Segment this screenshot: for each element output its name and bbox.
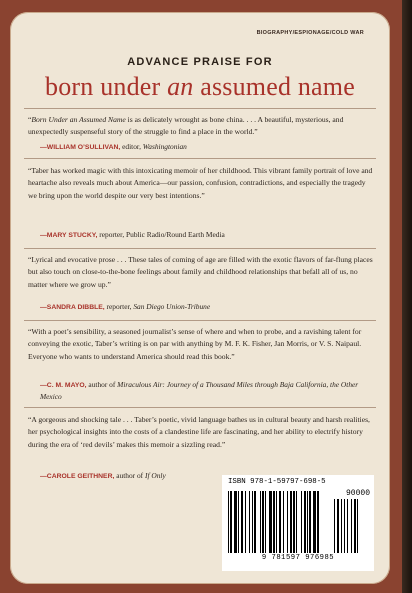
barcode-bar (254, 491, 256, 553)
divider (24, 158, 376, 159)
quote-1-text: is as delicately wrought as bone china. . . . A beautiful, mysterious, and unexpectedly suspenseful story of the struggle to find a place in the world.” (28, 115, 344, 137)
barcode-bar (313, 491, 316, 553)
isbn-label: ISBN 978-1-59797-698-5 (228, 478, 326, 486)
attribution-4 (40, 379, 370, 402)
barcode-bar (262, 491, 264, 553)
barcode-bar (238, 491, 239, 553)
divider (24, 108, 376, 109)
barcode-number: 9 781597 976985 (261, 554, 335, 562)
barcode-bar (287, 491, 288, 553)
barcode-bar (296, 491, 297, 553)
barcode-addon-bar (351, 499, 352, 553)
barcode-bar (301, 491, 302, 553)
quote-1-open: “ (28, 115, 32, 124)
barcode-bar (228, 491, 229, 553)
category-label: BIOGRAPHY/ESPIONAGE/COLD WAR (256, 30, 364, 36)
barcode-addon-bar (344, 499, 345, 553)
attribution-1-role: editor, (120, 142, 143, 151)
barcode-bar (269, 491, 272, 553)
attribution-3 (40, 301, 370, 313)
quote-2: “Taber has worked magic with this intoxicating memoir of her childhood. This vibrant family portrait of love and heartache also reveals much about America—our passion, confusion, contradictions, and especially the tragedy we bring upon the world despite our very best intentions.” (28, 166, 373, 200)
divider (24, 248, 376, 249)
attribution-3-name: —SANDRA DIBBLE, (40, 304, 105, 311)
barcode-bar (260, 491, 261, 553)
barcode-bar (293, 491, 295, 553)
quote-1 (28, 114, 376, 139)
barcode-bar (276, 491, 277, 553)
barcode-bar (290, 491, 292, 553)
barcode-bar (241, 491, 243, 553)
book-title-part3: assumed name (200, 72, 355, 101)
isbn-barcode (222, 475, 374, 571)
barcode-bar (307, 491, 308, 553)
attribution-1-name: —WILLIAM O’SULLIVAN, (40, 144, 121, 151)
barcode-bar (279, 491, 281, 553)
attribution-5-publication: If Only (145, 471, 166, 480)
attribution-1-publication: Washingtonian (142, 142, 187, 151)
attribution-2 (40, 229, 370, 241)
barcode-addon-bar (341, 499, 342, 553)
quote-3: “Lyrical and evocative prose . . . These tales of coming of age are filled with the exotic flavors of far-flung places but also touch on close-to-the-bone feelings about family and childhood relationships that befall all of us, no matter where we grow up.” (28, 255, 373, 289)
barcode-addon-bar (334, 499, 335, 553)
praise-heading: ADVANCE PRAISE FOR (127, 56, 273, 68)
quote-1-book-title: Born Under an Assumed Name (31, 115, 126, 124)
divider (24, 407, 376, 408)
barcode-bar (304, 491, 306, 553)
barcode-bar (283, 491, 284, 553)
barcode-addon-bar (354, 499, 356, 553)
divider (24, 320, 376, 321)
attribution-3-role: reporter, (104, 302, 134, 311)
barcode-bar (265, 491, 266, 553)
attribution-4-name: —C. M. MAYO, (40, 382, 87, 389)
barcode-bar (230, 491, 232, 553)
book-title-part2: an (167, 72, 194, 101)
barcode-addon-bar (347, 499, 348, 553)
attribution-5-name: —CAROLE GEITHNER, (40, 473, 115, 480)
barcode-bar (309, 491, 311, 553)
barcode-bar (249, 491, 250, 553)
book-title-part1: born under (45, 72, 161, 101)
book-title (10, 72, 390, 102)
barcode-bar (317, 491, 319, 553)
quote-4: “With a poet’s sensibility, a seasoned journalist’s sense of where and when to probe, and a ravishing talent for conveying the exotic, Taber’s writing is on par with anything by M. F. K. Fisher, Jan Morris, or V. S. Naipaul. Everyone who wants to understand America should read this book.” (28, 327, 362, 361)
barcode-bar (273, 491, 275, 553)
barcode-addon: 90000 (345, 489, 370, 498)
quote-5: “A gorgeous and shocking tale . . . Taber’s poetic, vivid language bathes us in cultural beauty and harsh realities, her psychological insights into the costs of a clandestine life are fascinating, and her ability to electrify history during the era of ‘red devils’ makes this memoir a sizzling read.” (28, 415, 370, 449)
barcode-addon-bar (357, 499, 358, 553)
attribution-1 (40, 141, 370, 153)
barcode-bar (245, 491, 246, 553)
attribution-4-role: author of (86, 380, 118, 389)
attribution-2-role: reporter, Public Radio/Round Earth Media (97, 230, 225, 239)
book-spine-edge (402, 0, 412, 593)
attribution-4-publication: Miraculous Air: Journey of a Thousand Miles through Baja California, the Other Mexico (40, 380, 359, 401)
barcode-addon-bar (337, 499, 339, 553)
attribution-3-publication: San Diego Union-Tribune (133, 302, 211, 311)
attribution-5-role: author of (114, 471, 145, 480)
barcode-bars (228, 491, 368, 553)
attribution-2-name: —MARY STUCKY, (40, 232, 98, 239)
barcode-bar (234, 491, 237, 553)
barcode-bar (252, 491, 253, 553)
